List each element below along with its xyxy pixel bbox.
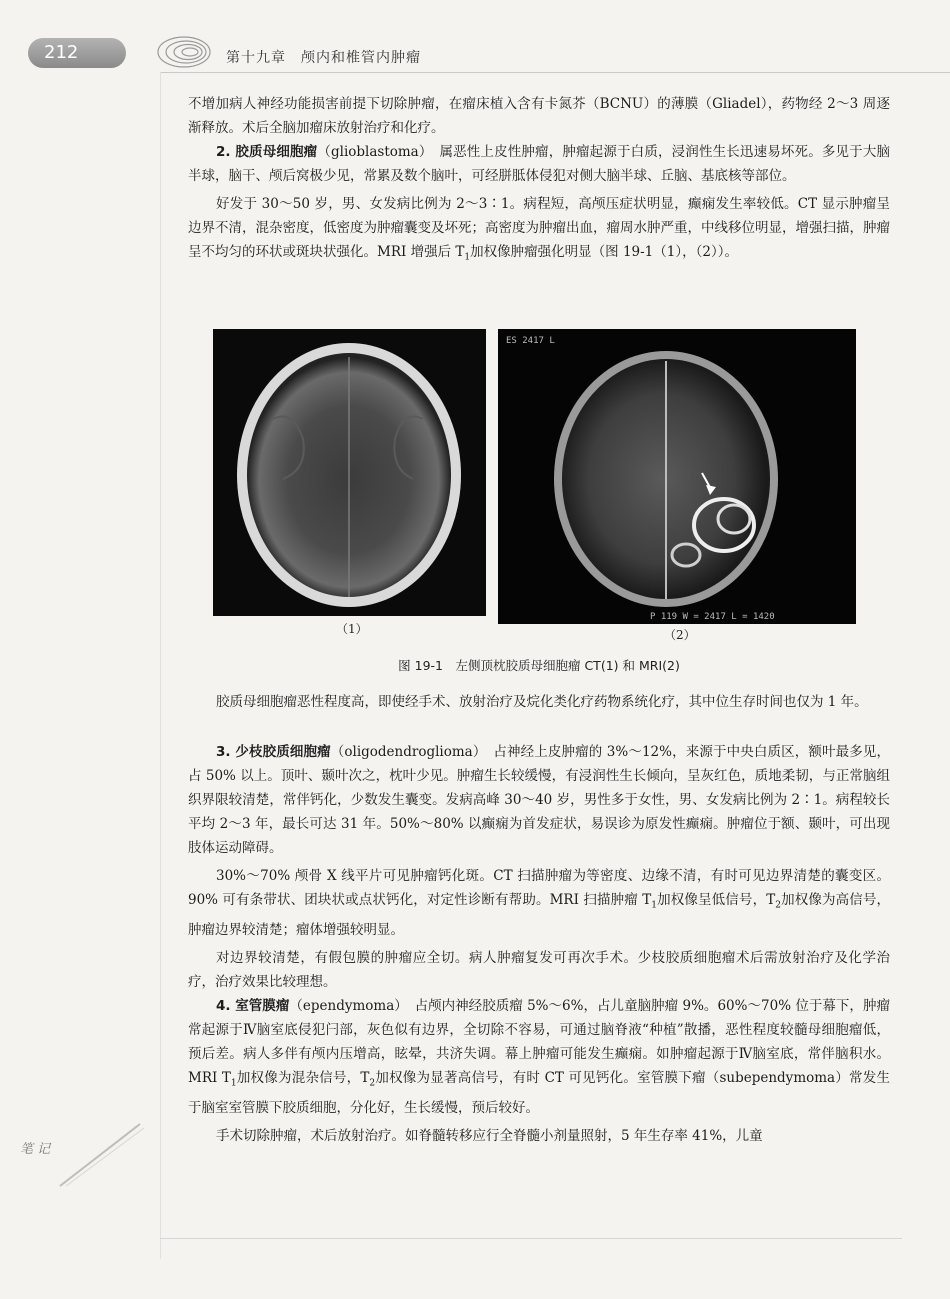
header-divider [160,72,950,73]
swirl-logo-icon [156,30,216,72]
post-figure-text: 胶质母细胞瘤恶性程度高，即使经手术、放射治疗及烷化类化疗药物系统化疗，其中位生存时间也仅为 1 年。 [216,694,868,710]
section-text: 占神经上皮肿瘤的 3%～12%，来源于中央白质区，额叶最多见，占 50% 以上。顶叶、颞叶次之，枕叶少见。肿瘤生长较缓慢，有浸润性生长倾向，呈灰红色，质地柔韧，与正常脑组织界限较清楚，常伴钙化，少数发生囊变。发病高峰 30～40 岁，男性多于女性，男、女发病比例为 2∶1。病程较长平均 2～3 年，最长可达 31 年。50%～80% 以癫痫为首发症状，易误诊为原发性癫痫。肿瘤位于额、颞叶，可出现肢体运动障碍。 [188,744,890,856]
figure-label-1: （1） [336,622,368,636]
section-text: 占颅内神经胶质瘤 5%～6%，占儿童脑肿瘤 9%。60%～70% 位于幕下，肿瘤常起源于Ⅳ脑室底侵犯闩部，灰色似有边界，全切除不容易，可通过脑脊液“种植”散播，恶性程度较髓母细胞瘤低，预后差。病人多伴有颅内压增高，眩晕，共济失调。幕上肿瘤可能发生癫痫。如肿瘤起源于Ⅳ脑室底，常伴脑积水。MRI T [188,998,890,1086]
section-heading: 4. 室管膜瘤 [216,998,290,1014]
section-heading: 3. 少枝胶质细胞瘤 [216,744,331,760]
notes-label: 笔 记 [20,1142,51,1157]
section-term: （glioblastoma） [317,144,426,160]
paragraph-text: 好发于 30～50 岁，男、女发病比例为 2～3∶1。病程短，高颅压症状明显，癫痫发生率较低。CT 显示肿瘤呈边界不清，混杂密度，低密度为肿瘤囊变及坏死；高密度为肿瘤出血，瘤周水肿严重，中线移位明显，增强扫描，肿瘤呈不均匀的环状或斑块状强化。MRI 增强后 T [188,196,890,260]
section-term: （oligodendroglioma） [330,744,480,760]
section-term: （ependymoma） [289,998,402,1014]
figure-caption: 图 19-1 左侧顶枕胶质母细胞瘤 CT(1) 和 MRI(2) [398,658,680,673]
figure-label-2: （2） [664,628,696,642]
paragraph-text: 加权像呈低信号，T [657,892,776,908]
mri-scan-image [498,329,856,624]
chapter-title: 第十九章 颅内和椎管内肿瘤 [226,50,421,66]
subscript: 2 [369,1078,376,1089]
intro-text: 不增加病人神经功能损害前提下切除肿瘤，在瘤床植入含有卡氮芥（BCNU）的薄膜（Gliadel），药物经 2～3 周逐渐释放。术后全脑加瘤床放射治疗和化疗。 [188,96,890,136]
page-number: 212 [44,42,79,63]
post-figure-paragraph [188,690,890,714]
mri-overlay-top: ES 2417 L [506,336,555,346]
subscript: 1 [651,900,658,911]
intro-paragraph [188,92,890,140]
subscript: 1 [230,1078,237,1089]
paragraph-text-end: 加权像肿瘤强化明显（图 19-1（1），（2））。 [470,244,738,260]
paragraph-text: 加权像为高信号，肿瘤边界较清楚；瘤体增强较明显。 [188,892,890,938]
section-text: 属恶性上皮性肿瘤，肿瘤起源于白质，浸润性生长迅速易坏死。多见于大脑半球，脑干、颅后窝极少见，常累及数个脑叶，可经胼胝体侵犯对侧大脑半球、丘脑、基底核等部位。 [188,144,890,184]
subscript: 1 [464,252,471,263]
paragraph-text: 30%～70% 颅骨 X 线平片可见肿瘤钙化斑。CT 扫描肿瘤为等密度、边缘不清，有时可见边界清楚的囊变区。90% 可有条带状、团块状或点状钙化，对定性诊断有帮助。MRI 扫描肿瘤 T [188,868,890,908]
pencil-icon [56,1120,146,1190]
section-glioblastoma [188,140,890,270]
subscript: 2 [775,900,781,911]
paragraph-text: 手术切除肿瘤，术后放射治疗。如脊髓转移应行全脊髓小剂量照射，5 年生存率 41%，儿童 [216,1127,763,1144]
paragraph-text: 对边界较清楚，有假包膜的肿瘤应全切。病人肿瘤复发可再次手术。少枝胶质细胞瘤术后需放射治疗及化学治疗，治疗效果比较理想。 [188,949,890,990]
section-text: 加权像为显著高信号，有时 CT 可见钙化。室管膜下瘤（subependymoma）常发生于脑室室管膜下胶质细胞，分化好，生长缓慢，预后较好。 [188,1070,891,1116]
section-text: 加权像为混杂信号，T [236,1070,370,1086]
ct-scan-image [213,329,486,616]
section-heading: 2. 胶质母细胞瘤 [216,144,318,160]
section-ependymoma [188,994,890,1148]
section-oligodendroglioma [188,740,890,994]
margin-divider [160,72,161,1259]
bottom-divider [160,1238,902,1239]
mri-overlay-bottom: P 119 W = 2417 L = 1420 [650,612,775,622]
